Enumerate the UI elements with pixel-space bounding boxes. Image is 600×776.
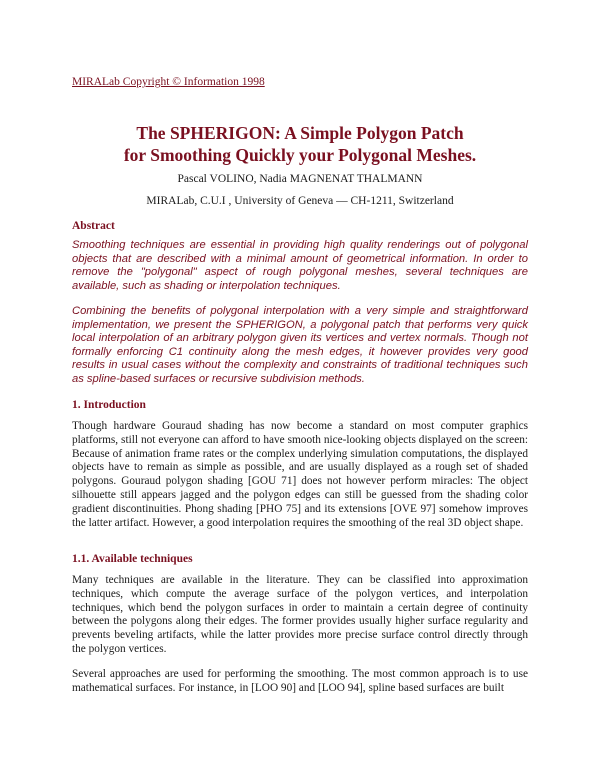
authors: Pascal VOLINO, Nadia MAGNENAT THALMANN bbox=[177, 173, 423, 185]
techniques-paragraph-1: Many techniques are available in the literature. They can be classified into approximation techniques, which compute the average surface of the polygon vertices, and interpolation techniques, which bend the polygon surfaces in order to maintain a certain degree of continuity between the polygons along their edges. The former provides usually higher surface regularity and prevents beveling artifacts, while the latter provides more precise surface control directly through the polygon vertices. bbox=[72, 574, 528, 655]
introduction-paragraph: Though hardware Gouraud shading has now become a standard on most computer graphics platforms, still not everyone can afford to have smooth nice-looking objects displayed on the screen: Because of animation frame rates or the complex underlying simulation computations, the displayed objects have to remain as simple as possible, and are usually displayed as a rough set of shaded polygons. Gouraud polygon shading [GOU 71] does not however perform miracles: The object silhouette still appears jagged and the polygon edges can still be guessed from the shading color gradient discontinuities. Phong shading [PHO 75] and its extensions [OVE 97] somehow improves the latter artifact. However, a good interpolation requires the smoothing of the real 3D object shape. bbox=[72, 420, 528, 529]
paper-title bbox=[40, 122, 560, 166]
techniques-paragraph-2: Several approaches are used for performing the smoothing. The most common approach is to use mathematical surfaces. For instance, in [LOO 90] and [LOO 94], spline based surfaces are built bbox=[72, 668, 528, 694]
introduction-heading: 1. Introduction bbox=[72, 399, 146, 411]
copyright-link[interactable]: MIRALab Copyright © Information 1998 bbox=[72, 76, 265, 88]
affiliation: MIRALab, C.U.I , University of Geneva — CH-1211, Switzerland bbox=[146, 195, 454, 207]
abstract-paragraph-2: Combining the benefits of polygonal interpolation with a very simple and straightforward implementation, we present the SPHERIGON, a polygonal patch that performs very quick local interpolation of an arbitrary polygon given its vertices and vertex normals. Though not formally enforcing C1 continuity along the mesh edges, it however provides very good results in usual cases without the complexity and constraints of traditional techniques such as spline-based surfaces or recursive subdivision methods. bbox=[72, 305, 528, 385]
title-line-1: The SPHERIGON: A Simple Polygon Patch bbox=[136, 123, 464, 143]
title-line-2: for Smoothing Quickly your Polygonal Meshes. bbox=[123, 145, 477, 165]
abstract-paragraph-1: Smoothing techniques are essential in providing high quality renderings out of polygonal objects that are described with a minimal amount of geometrical information. In order to remove the "polygonal" aspect of rough polygonal meshes, several techniques are available, such as shading or interpolation techniques. bbox=[72, 239, 528, 292]
techniques-heading: 1.1. Available techniques bbox=[72, 553, 193, 565]
abstract-heading: Abstract bbox=[72, 220, 115, 232]
